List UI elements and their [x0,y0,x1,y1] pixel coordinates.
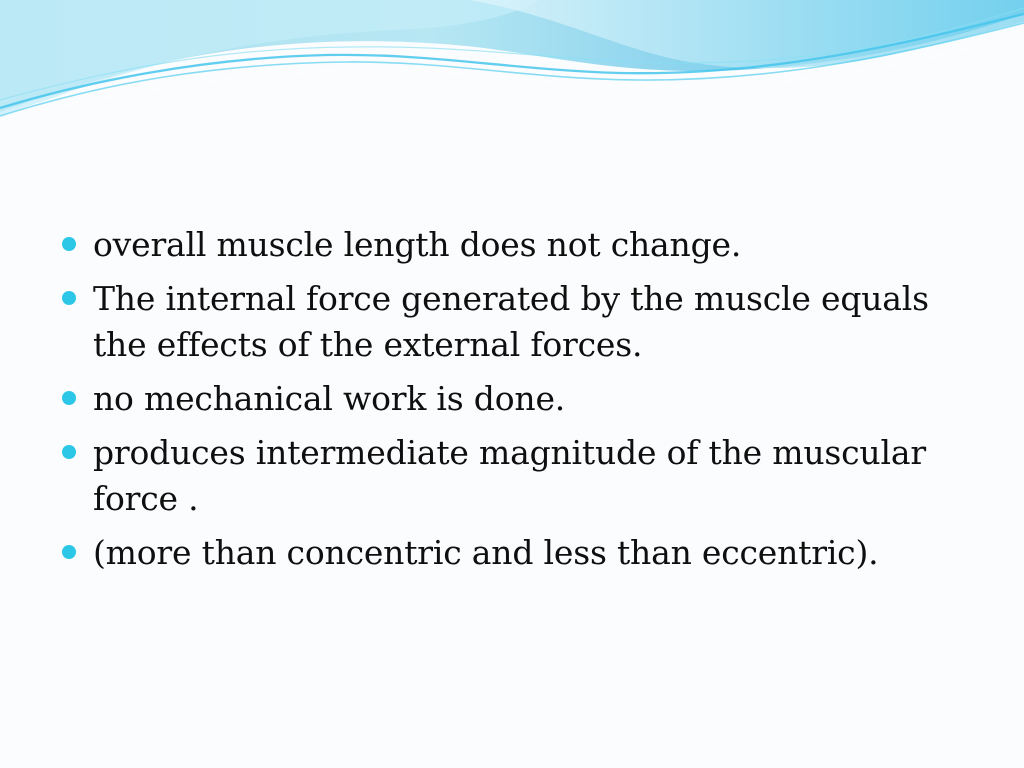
bullet-dot-icon [62,391,76,405]
bullet-list [62,222,962,584]
decorative-wave-header [0,0,1024,130]
bullet-dot-icon [62,545,76,559]
bullet-item [62,276,962,368]
bullet-text: no mechanical work is done. [93,379,566,418]
bullet-text: produces intermediate magnitude of the muscular force . [93,433,926,518]
bullet-dot-icon [62,445,76,459]
bullet-item [62,530,962,576]
bullet-dot-icon [62,237,76,251]
bullet-item [62,376,962,422]
bullet-text: (more than concentric and less than eccentric). [93,533,879,572]
bullet-item [62,430,962,522]
bullet-text: overall muscle length does not change. [93,225,742,264]
bullet-text: The internal force generated by the muscle equals the effects of the external forces. [93,279,929,364]
bullet-item [62,222,962,268]
bullet-dot-icon [62,291,76,305]
